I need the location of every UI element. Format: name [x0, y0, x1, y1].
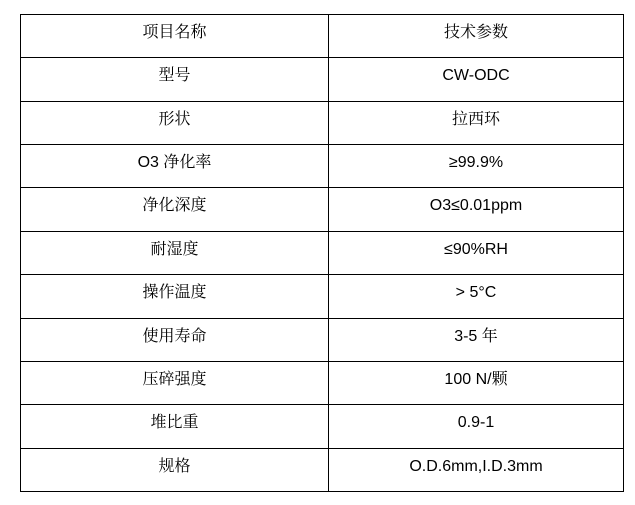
row-label: 堆比重: [21, 405, 329, 448]
row-value: 0.9-1: [329, 405, 624, 448]
row-value: 拉西环: [329, 101, 624, 144]
row-value: 100 N/颗: [329, 361, 624, 404]
row-label: 操作温度: [21, 275, 329, 318]
row-value: ≤90%RH: [329, 231, 624, 274]
row-value: ≥99.9%: [329, 145, 624, 188]
table-row: [21, 275, 624, 318]
row-value: O.D.6mm,I.D.3mm: [329, 448, 624, 491]
table-row: [21, 188, 624, 231]
table-row: [21, 448, 624, 491]
row-label: 耐湿度: [21, 231, 329, 274]
table-row: [21, 58, 624, 101]
row-value: O3≤0.01ppm: [329, 188, 624, 231]
row-label: 形状: [21, 101, 329, 144]
table-row: [21, 361, 624, 404]
row-value: 3-5 年: [329, 318, 624, 361]
table-row: [21, 145, 624, 188]
header-row: [21, 15, 624, 58]
table-row: [21, 101, 624, 144]
row-label: 使用寿命: [21, 318, 329, 361]
column-header-item: 项目名称: [21, 15, 329, 58]
row-label: 净化深度: [21, 188, 329, 231]
table-row: [21, 318, 624, 361]
row-label: 规格: [21, 448, 329, 491]
row-value: > 5°C: [329, 275, 624, 318]
table-row: [21, 405, 624, 448]
column-header-parameter: 技术参数: [329, 15, 624, 58]
row-label: O3 净化率: [21, 145, 329, 188]
table-row: [21, 231, 624, 274]
spec-table: [20, 14, 624, 492]
row-label: 型号: [21, 58, 329, 101]
row-value: CW-ODC: [329, 58, 624, 101]
row-label: 压碎强度: [21, 361, 329, 404]
